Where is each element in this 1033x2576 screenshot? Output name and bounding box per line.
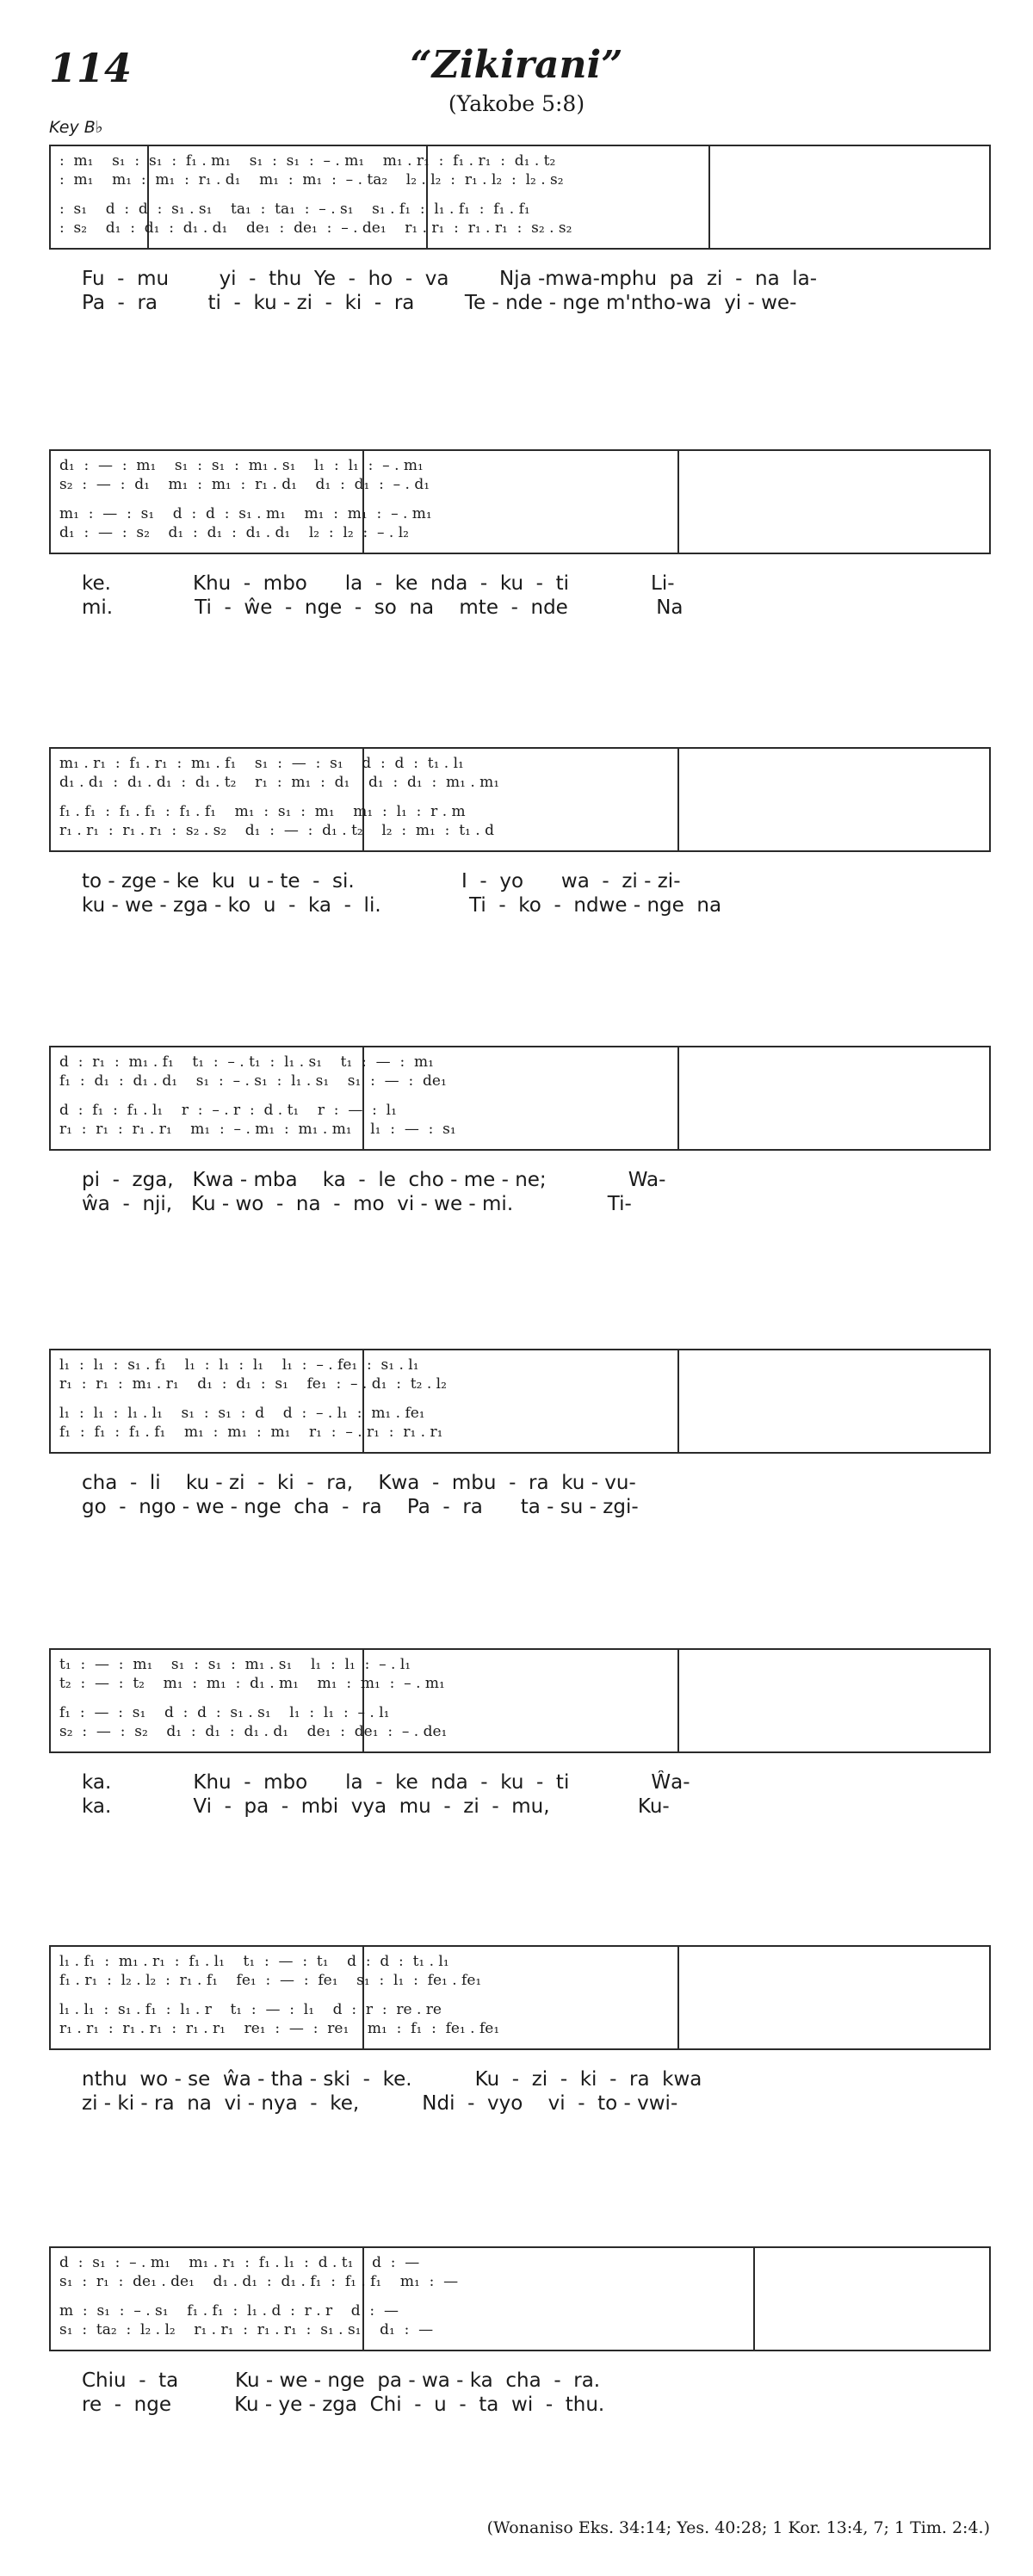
voice-part-row — [51, 1356, 993, 1374]
voice-part-row — [51, 151, 993, 170]
solfa-notes: l₁ . f₁ : m₁ . r₁ : f₁ . l₁ t₁ : — : t₁ d : d : t₁ . l₁ — [59, 1953, 449, 1970]
voice-part-row — [51, 1101, 993, 1120]
solfa-notes: m : s₁ : – . s₁ f₁ . f₁ : l₁ . d : r . r d : — — [59, 2302, 399, 2320]
solfa-notes: f₁ : — : s₁ d : d : s₁ . s₁ l₁ : l₁ : – . l₁ — [59, 1704, 390, 1721]
solfa-notes: r₁ . r₁ : r₁ . r₁ : s₂ . s₂ d₁ : — : d₁ . t₂ l₂ : m₁ : t₁ . d — [59, 822, 494, 839]
hymn-title: “Zikirani” — [410, 43, 623, 87]
voice-part-row — [51, 1674, 993, 1693]
lyric-line: pi - zga, Kwa - mba ka - le cho - me - ne; Wa- — [82, 1169, 666, 1191]
voice-part-row — [51, 773, 993, 792]
voice-part-row — [51, 1722, 993, 1741]
solfa-notes: l₁ : l₁ : l₁ . l₁ s₁ : s₁ : d d : – . l₁ : m₁ . fe₁ — [59, 1405, 425, 1422]
lyric-line: ku - we - zga - ko u - ka - li. Ti - ko - ndwe - nge na — [82, 894, 722, 917]
solfa-notes: d : f₁ : f₁ . l₁ r : – . r : d . t₁ r : — : l₁ — [59, 1102, 397, 1119]
lyric-line: Pa - ra ti - ku - zi - ki - ra Te - nde - nge m'ntho-wa yi - we- — [82, 292, 797, 314]
voice-part-row — [51, 802, 993, 821]
voice-part-row — [51, 2019, 993, 2038]
lyric-line: ke. Khu - mbo la - ke nda - ku - ti Li- — [82, 572, 675, 595]
solfa-notes: : m₁ s₁ : s₁ : f₁ . m₁ s₁ : s₁ : – . m₁ m₁ . r₁ : f₁ . r₁ : d₁ . t₂ — [59, 152, 556, 170]
solfa-notes: m₁ : — : s₁ d : d : s₁ . m₁ m₁ : m₁ : – . m₁ — [59, 505, 432, 522]
voice-part-row — [51, 754, 993, 773]
voice-part-row — [51, 1072, 993, 1090]
lyric-line: ka. Vi - pa - mbi vya mu - zi - mu, Ku- — [82, 1795, 670, 1818]
lyric-line: to - zge - ke ku u - te - si. I - yo wa - zi - zi- — [82, 870, 681, 893]
voice-part-row — [51, 523, 993, 542]
voice-part-row — [51, 1655, 993, 1674]
hymn-number: 114 — [49, 45, 133, 91]
solfa-notes: : m₁ m₁ : m₁ : r₁ . d₁ m₁ : m₁ : – . ta₂ l₂ . l₂ : r₁ . l₂ : l₂ . s₂ — [59, 171, 564, 188]
voice-part-row — [51, 200, 993, 219]
lyric-line: ka. Khu - mbo la - ke nda - ku - ti Ŵa- — [82, 1771, 690, 1794]
key-signature: Key B♭ — [49, 118, 103, 137]
solfa-notes: t₂ : — : t₂ m₁ : m₁ : d₁ . m₁ m₁ : m₁ : – . m₁ — [59, 1675, 445, 1692]
lyric-line: Fu - mu yi - thu Ye - ho - va Nja -mwa-mphu pa zi - na la- — [82, 268, 818, 290]
lyric-line: ŵa - nji, Ku - wo - na - mo vi - we - mi. Ti- — [82, 1193, 632, 1215]
lyric-line: Chiu - ta Ku - we - nge pa - wa - ka cha - ra. — [82, 2369, 601, 2392]
footer-references: (Wonaniso Eks. 34:14; Yes. 40:28; 1 Kor. 13:4, 7; 1 Tim. 2:4.) — [486, 2518, 990, 2537]
voice-part-row — [51, 2253, 993, 2272]
solfa-notes: : s₁ d : d : s₁ . s₁ ta₁ : ta₁ : – . s₁ s₁ . f₁ : l₁ . f₁ : f₁ . f₁ — [59, 201, 530, 218]
solfa-staff — [49, 1349, 991, 1454]
voice-part-row — [51, 1703, 993, 1722]
solfa-staff — [49, 145, 991, 250]
voice-part-row — [51, 170, 993, 189]
voice-part-row — [51, 1374, 993, 1393]
solfa-staff — [49, 2246, 991, 2351]
solfa-notes: d₁ : — : m₁ s₁ : s₁ : m₁ . s₁ l₁ : l₁ : – . m₁ — [59, 457, 424, 474]
lyric-line: cha - li ku - zi - ki - ra, Kwa - mbu - ra ku - vu- — [82, 1472, 636, 1494]
voice-part-row — [51, 504, 993, 523]
lyric-line: re - nge Ku - ye - zga Chi - u - ta wi - thu. — [82, 2394, 605, 2416]
voice-part-row — [51, 1952, 993, 1971]
lyric-line: mi. Ti - ŵe - nge - so na mte - nde Na — [82, 596, 684, 619]
solfa-notes: f₁ . f₁ : f₁ . f₁ : f₁ . f₁ m₁ : s₁ : m₁ m₁ : l₁ : r . m — [59, 803, 466, 820]
solfa-notes: l₁ . l₁ : s₁ . f₁ : l₁ . r t₁ : — : l₁ d : r : re . re — [59, 2001, 442, 2018]
voice-part-row — [51, 1120, 993, 1139]
voice-part-row — [51, 475, 993, 494]
solfa-notes: s₁ : r₁ : de₁ . de₁ d₁ . d₁ : d₁ . f₁ : f₁ . f₁ m₁ : — — [59, 2273, 459, 2290]
voice-part-row — [51, 1423, 993, 1442]
solfa-notes: d₁ : — : s₂ d₁ : d₁ : d₁ . d₁ l₂ : l₂ : – . l₂ — [59, 524, 409, 541]
solfa-staff — [49, 1046, 991, 1151]
solfa-notes: r₁ : r₁ : r₁ . r₁ m₁ : – . m₁ : m₁ . m₁ l₁ : — : s₁ — [59, 1121, 456, 1138]
solfa-staff — [49, 449, 991, 554]
solfa-notes: r₁ . r₁ : r₁ . r₁ : r₁ . r₁ re₁ : — : re₁ m₁ : f₁ : fe₁ . fe₁ — [59, 2020, 500, 2037]
solfa-notes: f₁ : f₁ : f₁ . f₁ m₁ : m₁ : m₁ r₁ : – . r₁ : r₁ . r₁ — [59, 1424, 443, 1441]
solfa-staff — [49, 747, 991, 852]
solfa-notes: m₁ . r₁ : f₁ . r₁ : m₁ . f₁ s₁ : — : s₁ d : d : t₁ . l₁ — [59, 755, 464, 772]
lyric-line: go - ngo - we - nge cha - ra Pa - ra ta - su - zgi- — [82, 1496, 639, 1518]
solfa-notes: r₁ : r₁ : m₁ . r₁ d₁ : d₁ : s₁ fe₁ : – . d₁ : t₂ . l₂ — [59, 1375, 447, 1393]
voice-part-row — [51, 2301, 993, 2320]
solfa-notes: : s₂ d₁ : d₁ : d₁ . d₁ de₁ : de₁ : – . de₁ r₁ . r₁ : r₁ . r₁ : s₂ . s₂ — [59, 219, 572, 237]
solfa-notes: f₁ . r₁ : l₂ . l₂ : r₁ . f₁ fe₁ : — : fe₁ s₁ : l₁ : fe₁ . fe₁ — [59, 1972, 482, 1989]
solfa-staff — [49, 1945, 991, 2050]
scripture-reference: (Yakobe 5:8) — [448, 91, 585, 116]
solfa-notes: s₁ : ta₂ : l₂ . l₂ r₁ . r₁ : r₁ . r₁ : s₁ . s₁ d₁ : — — [59, 2321, 434, 2338]
solfa-notes: d : s₁ : – . m₁ m₁ . r₁ : f₁ . l₁ : d . t₁ d : — — [59, 2254, 420, 2271]
voice-part-row — [51, 1404, 993, 1423]
solfa-notes: s₂ : — : d₁ m₁ : m₁ : r₁ . d₁ d₁ : d₁ : – . d₁ — [59, 476, 430, 493]
voice-part-row — [51, 821, 993, 840]
voice-part-row — [51, 456, 993, 475]
voice-part-row — [51, 1971, 993, 1990]
solfa-notes: l₁ : l₁ : s₁ . f₁ l₁ : l₁ : l₁ l₁ : – . fe₁ : s₁ . l₁ — [59, 1356, 419, 1374]
solfa-notes: t₁ : — : m₁ s₁ : s₁ : m₁ . s₁ l₁ : l₁ : – . l₁ — [59, 1656, 411, 1673]
voice-part-row — [51, 2272, 993, 2291]
solfa-notes: d : r₁ : m₁ . f₁ t₁ : – . t₁ : l₁ . s₁ t₁ : — : m₁ — [59, 1053, 434, 1071]
lyric-line: nthu wo - se ŵa - tha - ski - ke. Ku - zi - ki - ra kwa — [82, 2068, 702, 2091]
solfa-notes: f₁ : d₁ : d₁ . d₁ s₁ : – . s₁ : l₁ . s₁ s₁ : — : de₁ — [59, 1072, 447, 1090]
voice-part-row — [51, 2000, 993, 2019]
solfa-notes: s₂ : — : s₂ d₁ : d₁ : d₁ . d₁ de₁ : de₁ : – . de₁ — [59, 1723, 448, 1740]
voice-part-row — [51, 2320, 993, 2339]
voice-part-row — [51, 1053, 993, 1072]
lyric-line: zi - ki - ra na vi - nya - ke, Ndi - vyo vi - to - vwi- — [82, 2092, 678, 2115]
solfa-staff — [49, 1648, 991, 1753]
solfa-notes: d₁ . d₁ : d₁ . d₁ : d₁ . t₂ r₁ : m₁ : d₁ d₁ : d₁ : m₁ . m₁ — [59, 774, 500, 791]
voice-part-row — [51, 219, 993, 238]
